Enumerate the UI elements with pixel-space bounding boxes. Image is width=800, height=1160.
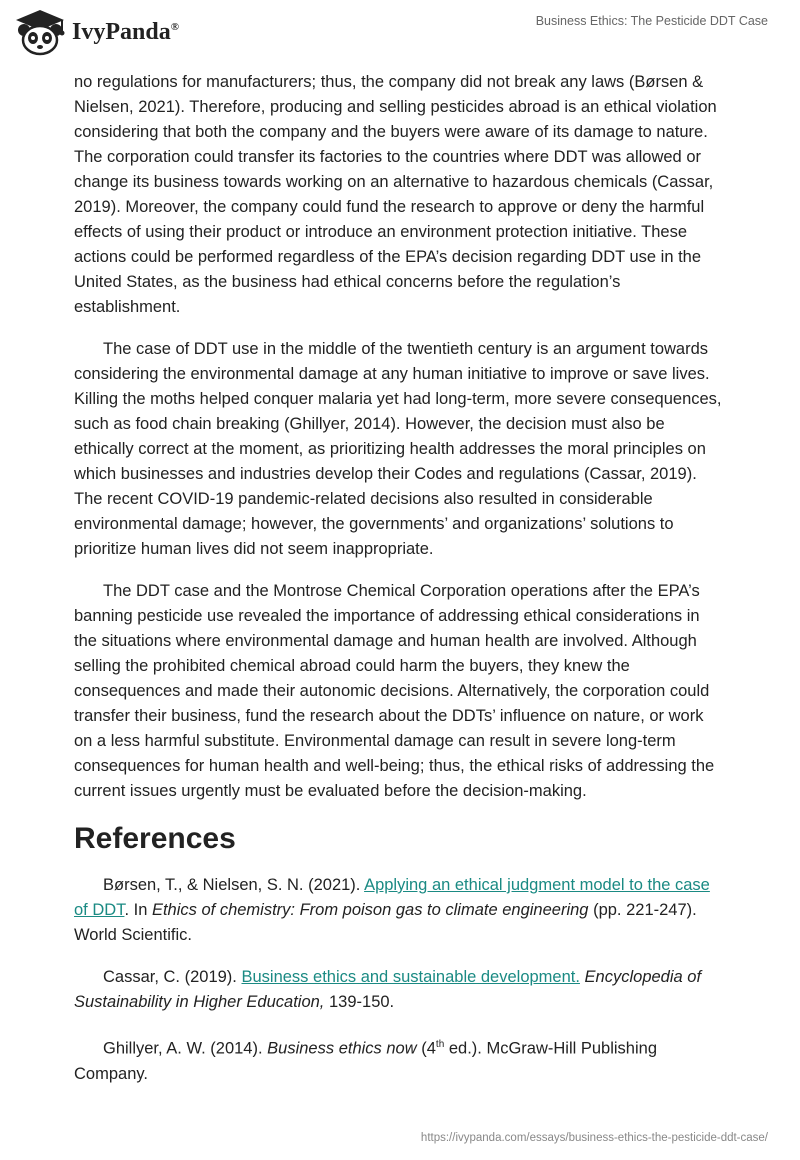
reference-cassar: Cassar, C. (2019). Business ethics and sustainable development. Encyclopedia of Sustainability in Higher Education, 139-150. <box>74 968 702 1011</box>
references-heading: References <box>74 822 236 855</box>
panda-graduate-icon <box>14 8 66 56</box>
brand-name: IvyPanda® <box>72 18 179 45</box>
reference-borsen: Børsen, T., & Nielsen, S. N. (2021). Applying an ethical judgment model to the case of DDT. In Ethics of chemistry: From poison gas to climate engineering (pp. 221-247). World Scientific. <box>74 876 710 944</box>
ivypanda-logo[interactable] <box>14 8 179 56</box>
footer-url: https://ivypanda.com/essays/business-ethics-the-pesticide-ddt-case/ <box>420 1132 768 1144</box>
reference-link-cassar[interactable]: Business ethics and sustainable development. <box>241 968 580 986</box>
paragraph-1: no regulations for manufacturers; thus, the company did not break any laws (Børsen & Nielsen, 2021). Therefore, producing and selling pesticides abroad is an ethical violation considering that both the company and the buyers were aware of its damage to nature. The corporation could transfer its factories to the countries where DDT was allowed or change its business towards working on an alternative to hazardous chemicals (Cassar, 2019). Moreover, the company could fund the research to approve or deny the harmful effects of using their product or introduce an environment protection initiative. These actions could be performed regardless of the EPA’s decision regarding DDT use in the United States, as the business had ethical concerns before the regulation’s establishment. <box>74 73 717 316</box>
paragraph-3: The DDT case and the Montrose Chemical Corporation operations after the EPA’s banning pesticide use revealed the importance of addressing ethical considerations in the situations where environmental damage and human health are involved. Although selling the prohibited chemical abroad could harm the buyers, they knew the consequences and made their autonomic decisions. Alternatively, the corporation could transfer their business, fund the research about the DDTs’ influence on nature, or work on a less harmful substitute. Environmental damage can result in severe long-term consequences for human health and well-being; thus, the ethical risks of addressing the current issues urgently must be evaluated before the decision-making. <box>74 582 715 800</box>
paragraph-2: The case of DDT use in the middle of the twentieth century is an argument towards considering the environmental damage at any human initiative to improve or save lives. Killing the moths helped conquer malaria yet had long-term, more severe consequences, such as food chain breaking (Ghillyer, 2014). However, the decision must also be ethically correct at the moment, as prioritizing health addresses the moral principles on which businesses and industries develop their Codes and regulations (Cassar, 2019). The recent COVID-19 pandemic-related decisions also resulted in considerable environmental damage; however, the governments’ and organizations’ solutions to prioritize human lives did not seem inappropriate. <box>74 340 722 558</box>
essay-content <box>74 70 724 1104</box>
page-header <box>0 0 800 74</box>
reference-link-borsen[interactable]: Applying an ethical judgment model to the case of DDT <box>74 876 710 919</box>
reference-ghillyer: Ghillyer, A. W. (2014). Business ethics now (4th ed.). McGraw-Hill Publishing Company. <box>74 1039 657 1083</box>
document-title: Business Ethics: The Pesticide DDT Case <box>535 14 768 28</box>
